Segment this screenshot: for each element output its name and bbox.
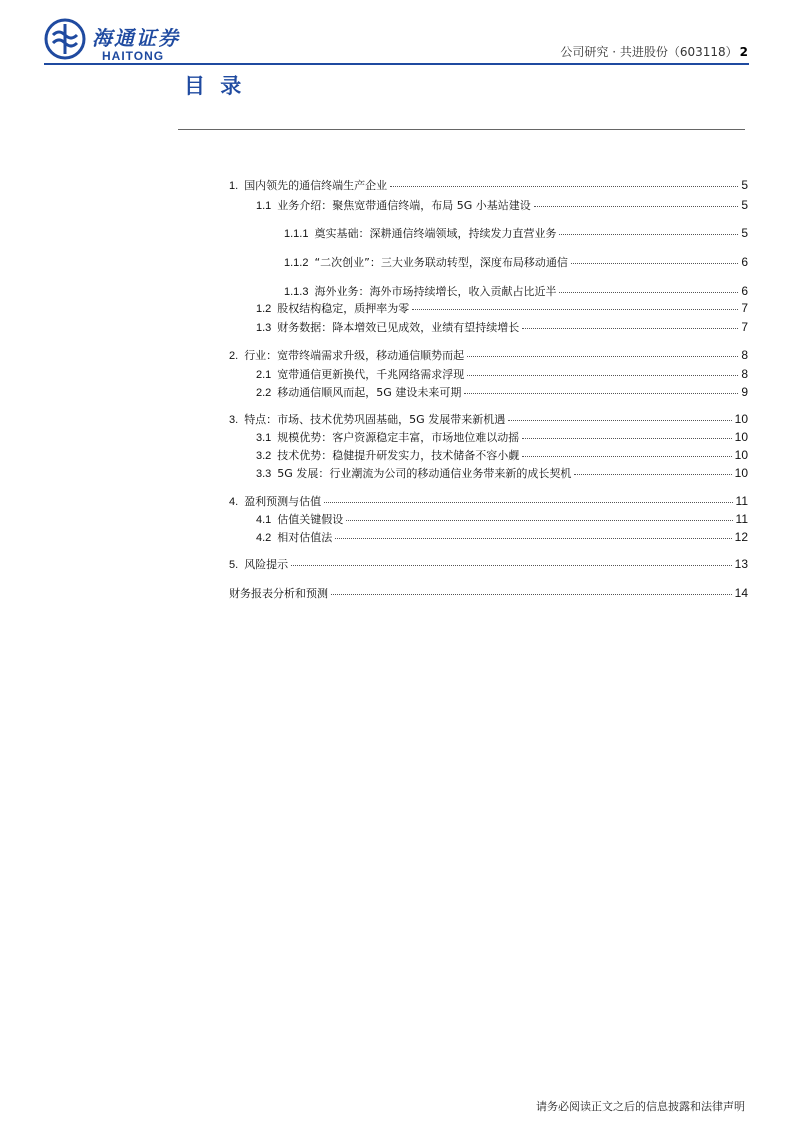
toc-entry[interactable] <box>284 254 748 270</box>
toc-entry-number: 2. <box>229 350 239 362</box>
toc-entry-page: 12 <box>734 530 748 544</box>
toc-entry-number: 1.2 <box>256 303 272 315</box>
toc-title: 目 录 <box>184 74 246 98</box>
toc-leader-dots <box>571 263 738 264</box>
toc-entry-page: 5 <box>741 198 748 212</box>
toc-entry-label: 海外业务：海外市场持续增长，收入贡献占比近半 <box>314 285 557 298</box>
toc-entry-page: 5 <box>741 178 748 192</box>
header-divider <box>44 63 749 65</box>
toc-entry-label: 业务介绍：聚焦宽带通信终端，布局 5G 小基站建设 <box>277 199 531 212</box>
toc-entry-label: 技术优势：稳健提升研发实力，技术储备不容小觑 <box>277 449 520 462</box>
toc-entry-page: 11 <box>735 494 748 508</box>
toc-entry-page: 8 <box>741 348 748 362</box>
toc-entry-label: 奠实基础：深耕通信终端领域，持续发力直营业务 <box>314 227 557 240</box>
toc-entry-page: 6 <box>741 284 748 298</box>
toc-entry-number: 2.1 <box>256 369 272 381</box>
toc-entry-label: 盈利预测与估值 <box>244 495 322 508</box>
company-line: 公司研究 · 共进股份（603118） <box>560 45 738 59</box>
toc-leader-dots <box>291 565 731 566</box>
toc-entry[interactable] <box>256 300 748 316</box>
toc-leader-dots <box>331 594 732 595</box>
toc-entry-number: 1.3 <box>256 322 272 334</box>
toc-entry-page: 10 <box>734 430 748 444</box>
toc-leader-dots <box>464 393 738 394</box>
toc-entry-number: 4. <box>229 496 239 508</box>
toc-entry-number: 1.1.2 <box>284 257 309 269</box>
toc-leader-dots <box>335 538 731 539</box>
toc-entry-number: 4.2 <box>256 532 272 544</box>
toc-entry-label: 财务数据：降本增效已见成效，业绩有望持续增长 <box>277 321 520 334</box>
toc-entry-label: 风险提示 <box>244 558 289 571</box>
logo-english-name: HAITONG <box>102 49 165 63</box>
toc-leader-dots <box>467 356 738 357</box>
toc-entry[interactable] <box>229 493 748 509</box>
toc-entry-number: 5. <box>229 559 239 571</box>
toc-entry[interactable] <box>256 319 748 335</box>
toc-leader-dots <box>346 520 732 521</box>
toc-leader-dots <box>559 234 738 235</box>
toc-entry[interactable] <box>284 225 748 241</box>
toc-entry-number: 1.1.1 <box>284 228 309 240</box>
toc-entry[interactable] <box>229 556 748 572</box>
toc-entry[interactable] <box>229 347 748 363</box>
toc-entry-page: 10 <box>734 448 748 462</box>
company-logo <box>44 18 204 62</box>
toc-leader-dots <box>559 292 738 293</box>
toc-leader-dots <box>467 375 738 376</box>
haitong-logo-icon <box>44 18 86 60</box>
toc-entry-label: 5G 发展：行业潮流为公司的移动通信业务带来新的成长契机 <box>277 467 572 480</box>
toc-entry[interactable] <box>256 197 748 213</box>
toc-entry-label: “二次创业”：三大业务联动转型，深度布局移动通信 <box>314 256 568 269</box>
page-number: 2 <box>739 45 748 59</box>
toc-leader-dots <box>574 474 731 475</box>
toc-entry-number: 2.2 <box>256 387 272 399</box>
toc-entry-page: 9 <box>741 385 748 399</box>
toc-entry[interactable] <box>229 585 748 601</box>
toc-entry-label: 国内领先的通信终端生产企业 <box>244 179 388 192</box>
toc-entry[interactable] <box>256 447 748 463</box>
legal-disclaimer: 请务必阅读正文之后的信息披露和法律声明 <box>536 1100 745 1113</box>
toc-entry-number: 3. <box>229 414 239 426</box>
toc-entry-page: 8 <box>741 367 748 381</box>
toc-entry[interactable] <box>256 429 748 445</box>
toc-entry[interactable] <box>256 465 748 481</box>
toc-entry-number: 3.2 <box>256 450 272 462</box>
toc-entry-page: 13 <box>734 557 748 571</box>
toc-entry-number: 3.1 <box>256 432 272 444</box>
toc-entry-page: 6 <box>741 255 748 269</box>
toc-entry-number: 3.3 <box>256 468 272 480</box>
toc-entry[interactable] <box>284 283 748 299</box>
toc-entry-page: 7 <box>741 301 748 315</box>
logo-chinese-name: 海通证券 <box>92 26 180 50</box>
toc-leader-dots <box>390 186 738 187</box>
toc-entry-number: 1. <box>229 180 239 192</box>
toc-entry-label: 移动通信顺风而起，5G 建设未来可期 <box>277 386 462 399</box>
toc-entry[interactable] <box>256 384 748 400</box>
report-header-info <box>560 43 748 60</box>
toc-leader-dots <box>324 502 732 503</box>
toc-entry-label: 特点：市场、技术优势巩固基础，5G 发展带来新机遇 <box>244 413 506 426</box>
toc-entry-label: 规模优势：客户资源稳定丰富，市场地位难以动摇 <box>277 431 520 444</box>
toc-leader-dots <box>508 420 731 421</box>
toc-entry-number: 1.1.3 <box>284 286 309 298</box>
toc-entry-label: 宽带通信更新换代，千兆网络需求浮现 <box>277 368 465 381</box>
toc-entry-number: 1.1 <box>256 200 272 212</box>
toc-title-divider <box>178 129 745 130</box>
toc-entry-page: 5 <box>741 226 748 240</box>
toc-entry-page: 7 <box>741 320 748 334</box>
toc-entry-page: 14 <box>734 586 748 600</box>
toc-entry-label: 行业：宽带终端需求升级，移动通信顺势而起 <box>244 349 465 362</box>
toc-leader-dots <box>522 456 731 457</box>
toc-entry[interactable] <box>229 411 748 427</box>
toc-entry-label: 相对估值法 <box>277 531 333 544</box>
toc-leader-dots <box>522 438 731 439</box>
toc-entry[interactable] <box>256 529 748 545</box>
toc-leader-dots <box>412 309 738 310</box>
toc-entry-page: 10 <box>734 466 748 480</box>
toc-entry-number: 4.1 <box>256 514 272 526</box>
toc-entry-label: 股权结构稳定，质押率为零 <box>277 302 410 315</box>
toc-leader-dots <box>534 206 739 207</box>
toc-entry-label: 估值关键假设 <box>277 513 344 526</box>
toc-entry[interactable] <box>229 177 748 193</box>
toc-entry-page: 10 <box>734 412 748 426</box>
toc-entry-page: 11 <box>735 512 748 526</box>
toc-entry[interactable] <box>256 366 748 382</box>
toc-entry-label: 财务报表分析和预测 <box>229 587 328 600</box>
toc-leader-dots <box>522 328 738 329</box>
toc-entry[interactable] <box>256 511 748 527</box>
